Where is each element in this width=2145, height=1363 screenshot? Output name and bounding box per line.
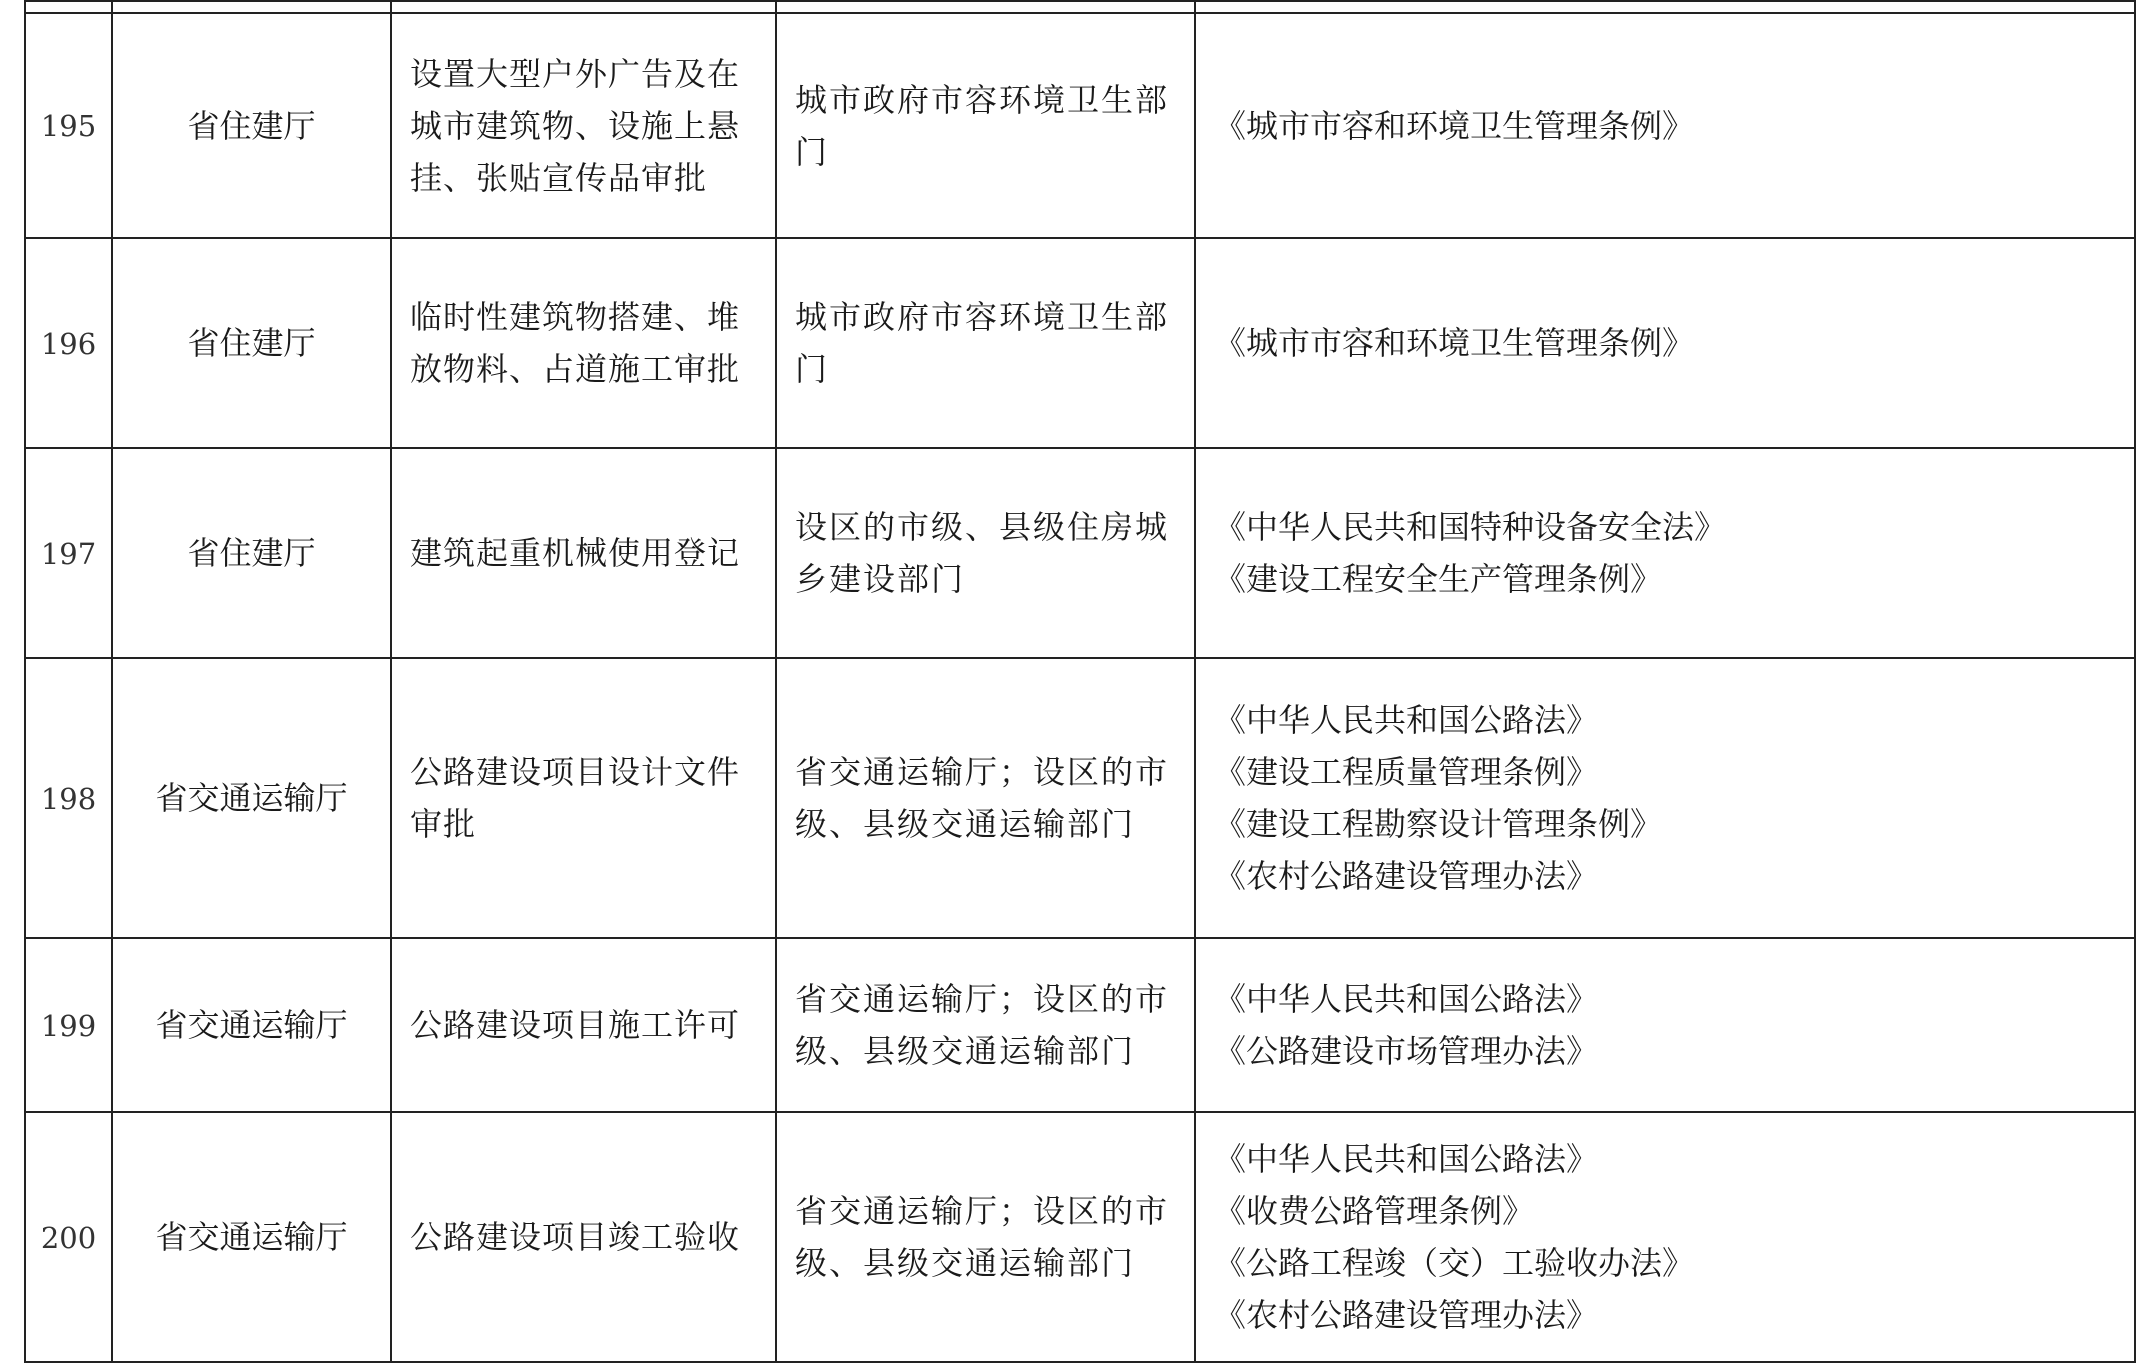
legal-basis-line: 《农村公路建设管理办法》: [1214, 1296, 1599, 1334]
authority-cell: 设区的市级、县级住房城乡建设部门: [776, 448, 1195, 658]
legal-basis-cell: [1195, 1112, 2135, 1362]
table-row: [25, 1112, 2135, 1362]
legal-basis-cell: [1195, 658, 2135, 938]
legal-basis-cell: [1195, 448, 2135, 658]
legal-basis-line: 《收费公路管理条例》: [1214, 1192, 1535, 1230]
legal-basis-line: 《中华人民共和国公路法》: [1214, 1140, 1599, 1178]
department-cell: 省交通运输厅: [112, 658, 391, 938]
legal-basis-line: 《中华人民共和国公路法》: [1214, 701, 1599, 739]
legal-basis-cell: [1195, 238, 2135, 448]
legal-basis-line: 《中华人民共和国特种设备安全法》: [1214, 508, 1727, 546]
legal-basis-line: 《城市市容和环境卫生管理条例》: [1214, 324, 1695, 362]
department-cell: 省交通运输厅: [112, 938, 391, 1112]
item-cell: 设置大型户外广告及在城市建筑物、设施上悬挂、张贴宣传品审批: [391, 13, 776, 238]
legal-basis-cell: [1195, 13, 2135, 238]
table-row: [25, 238, 2135, 448]
legal-basis-line: 《公路建设市场管理办法》: [1214, 1032, 1599, 1070]
row-number: 198: [25, 658, 112, 938]
table-row: [25, 658, 2135, 938]
row-number: 195: [25, 13, 112, 238]
row-number: 200: [25, 1112, 112, 1362]
department-cell: 省住建厅: [112, 448, 391, 658]
legal-basis-cell: [1195, 938, 2135, 1112]
department-cell: 省住建厅: [112, 13, 391, 238]
row-number: 196: [25, 238, 112, 448]
legal-basis-line: 《建设工程质量管理条例》: [1214, 753, 1599, 791]
authority-cell: 省交通运输厅；设区的市级、县级交通运输部门: [776, 938, 1195, 1112]
legal-basis-line: 《农村公路建设管理办法》: [1214, 857, 1599, 895]
legal-basis-line: 《公路工程竣（交）工验收办法》: [1214, 1244, 1695, 1282]
department-cell: 省交通运输厅: [112, 1112, 391, 1362]
authority-cell: 城市政府市容环境卫生部门: [776, 238, 1195, 448]
item-cell: 公路建设项目施工许可: [391, 938, 776, 1112]
item-cell: 建筑起重机械使用登记: [391, 448, 776, 658]
legal-basis-line: 《中华人民共和国公路法》: [1214, 980, 1599, 1018]
table-row: [25, 938, 2135, 1112]
department-cell: 省住建厅: [112, 238, 391, 448]
legal-basis-line: 《建设工程勘察设计管理条例》: [1214, 805, 1663, 843]
item-cell: 临时性建筑物搭建、堆放物料、占道施工审批: [391, 238, 776, 448]
table-row: [25, 448, 2135, 658]
authority-cell: 省交通运输厅；设区的市级、县级交通运输部门: [776, 1112, 1195, 1362]
authority-cell: 城市政府市容环境卫生部门: [776, 13, 1195, 238]
authority-cell: 省交通运输厅；设区的市级、县级交通运输部门: [776, 658, 1195, 938]
row-number: 197: [25, 448, 112, 658]
table-top-strip: [25, 1, 2135, 13]
item-cell: 公路建设项目设计文件审批: [391, 658, 776, 938]
row-number: 199: [25, 938, 112, 1112]
legal-basis-line: 《城市市容和环境卫生管理条例》: [1214, 106, 1695, 145]
table-row: [25, 13, 2135, 238]
legal-basis-line: 《建设工程安全生产管理条例》: [1214, 560, 1663, 598]
item-cell: 公路建设项目竣工验收: [391, 1112, 776, 1362]
approval-items-table: [24, 0, 2136, 1363]
